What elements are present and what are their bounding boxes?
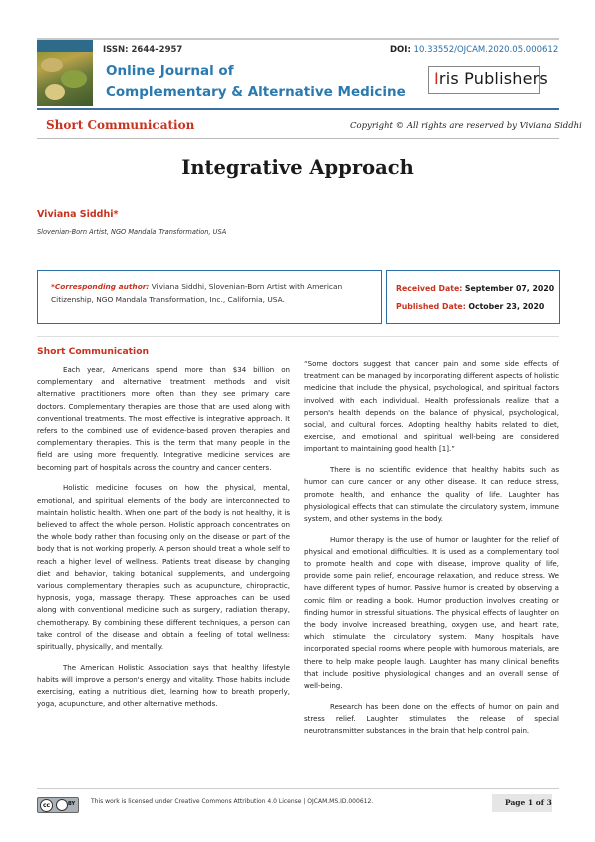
paragraph: Each year, Americans spend more than $34 billion on complementary and alternative treatment methods and visit alternative practitioners more often than they see primary care doctors. Complementary therapies are those that are used along with conventional treatments. The most effective is integrative approach. It refers to the combined use of evidence-based proven therapies and complementary therapies. This is the term that many people in the field are using more frequently. Integrative medicine services are becoming part of hospitals across the country and cancer centers. bbox=[37, 365, 290, 472]
by-label: BY bbox=[68, 801, 76, 807]
license-text: This work is licensed under Creative Commons Attribution 4.0 License | OJCAM.MS.ID.000612. bbox=[91, 798, 374, 805]
author-name: Viviana Siddhi* bbox=[37, 209, 119, 220]
journal-cover-image bbox=[37, 40, 93, 106]
section-heading: Short Communication bbox=[37, 346, 150, 357]
paragraph: There is no scientific evidence that healthy habits such as humor can cure cancer or any other disease. It can reduce stress, promote health, and enhance the quality of life. Laughter has physiological effects that can stimulate the circulatory system, immune system, and other systems in the body. bbox=[304, 465, 559, 523]
attribution-icon bbox=[56, 799, 68, 811]
header-divider bbox=[37, 108, 559, 110]
paragraph: The American Holistic Association says that healthy lifestyle habits will improve a person's energy and vitality. Those habits include exercising, eating a nutritious diet, learning how to breath properly, yoga, acupuncture, and other alternative methods. bbox=[37, 662, 290, 709]
paragraph: “Some doctors suggest that cancer pain and some side effects of treatment can be managed by incorporating different aspects of holistic medicine that include the physical, psychological, and spiritual factors involved with each individual. Health professionals realize that a person's health depends on the balance of physical, psychological, social, and cultural forces. Adopting healthy habits related to diet, exercise, and emotional and spiritual well-being are considered important to maintaining good health [1].” bbox=[304, 359, 559, 454]
issn: ISSN: 2644-2957 bbox=[103, 45, 183, 55]
doi-value[interactable]: 10.33552/OJCAM.2020.05.000612 bbox=[413, 45, 559, 55]
left-column bbox=[37, 364, 290, 719]
received-value: September 07, 2020 bbox=[464, 284, 555, 293]
copyright: Copyright © All rights are reserved by Viviana Siddhi bbox=[350, 121, 582, 131]
paragraph: Humor therapy is the use of humor or laughter for the relief of physical and emotional difficulties. It is used as a complementary tool to promote health and cope with disease, improve quality of life, provide some pain relief, encourage relaxation, and reduce stress. We have different types of humor. Passive humor is created by observing a comic film or reading a book. Humor production involves creating or finding humor in stressful situations. The physical effects of laughter on the body involve increased breathing, oxygen use, and heart rate, which stimulate the circulatory system. Many hospitals have incorporated special rooms where people with humorous materials, are there to help make people laugh. Laughter has many clinical benefits that include positive physiological changes and an overall sense of well-being. bbox=[304, 534, 559, 691]
article-type: Short Communication bbox=[46, 118, 195, 132]
correspondence-label: *Corresponding author: bbox=[51, 282, 150, 291]
author-affiliation: Slovenian-Born Artist, NGO Mandala Transformation, USA bbox=[37, 228, 227, 236]
correspondence-text: Viviana Siddhi, Slovenian-Born Artist with American Citizenship, NGO Mandala Transformation, Inc., California, USA. bbox=[51, 282, 343, 304]
doi[interactable] bbox=[390, 45, 558, 55]
right-column bbox=[304, 358, 559, 746]
page-number: Page 1 of 3 bbox=[505, 798, 552, 807]
paragraph: Research has been done on the effects of humor on pain and stress relief. Laughter stimulates the release of special neurotransmitter substances in the brain that help control pain. bbox=[304, 701, 559, 736]
published-label: Published Date: bbox=[396, 302, 466, 311]
subheader-divider bbox=[37, 138, 559, 139]
doi-label: DOI: bbox=[390, 45, 411, 55]
footer-divider bbox=[37, 788, 559, 789]
publisher-prefix: I bbox=[434, 69, 439, 88]
cc-icon: cc bbox=[40, 799, 53, 812]
received-label: Received Date: bbox=[396, 284, 463, 293]
paragraph: Holistic medicine focuses on how the physical, mental, emotional, and spiritual elements of the body are interconnected to maintain holistic health. When one part of the body is not healthy, it is believed to affect the whole person. Holistic approach concentrates on the whole body rather than focusing only on the disease or part of the body that is not working properly. A person should treat a whole self to reach a higher level of wellness. Patients treat disease by changing diet and behavior, taking botanical supplements, and undergoing various complementary therapies such as acupuncture, chiropractic, hypnosis, yoga, massage therapy. These approaches can be used along with conventional medicine such as surgery, radiation therapy, chemotherapy. By combining these different techniques, a person can take control of the disease and obtain a feeling of total wellness: spiritually, physically, and mentally. bbox=[37, 483, 290, 651]
dates bbox=[396, 280, 554, 316]
section-divider bbox=[37, 336, 559, 337]
journal-title-line2: Complementary & Alternative Medicine bbox=[106, 84, 406, 100]
publisher-suffix: ris Publishers bbox=[438, 69, 548, 88]
correspondence bbox=[51, 280, 369, 306]
creative-commons-badge[interactable] bbox=[37, 797, 79, 813]
publisher-name bbox=[434, 69, 548, 88]
article-title: Integrative Approach bbox=[181, 156, 414, 179]
journal-title-line1: Online Journal of bbox=[106, 63, 234, 79]
published-value: October 23, 2020 bbox=[468, 302, 545, 311]
